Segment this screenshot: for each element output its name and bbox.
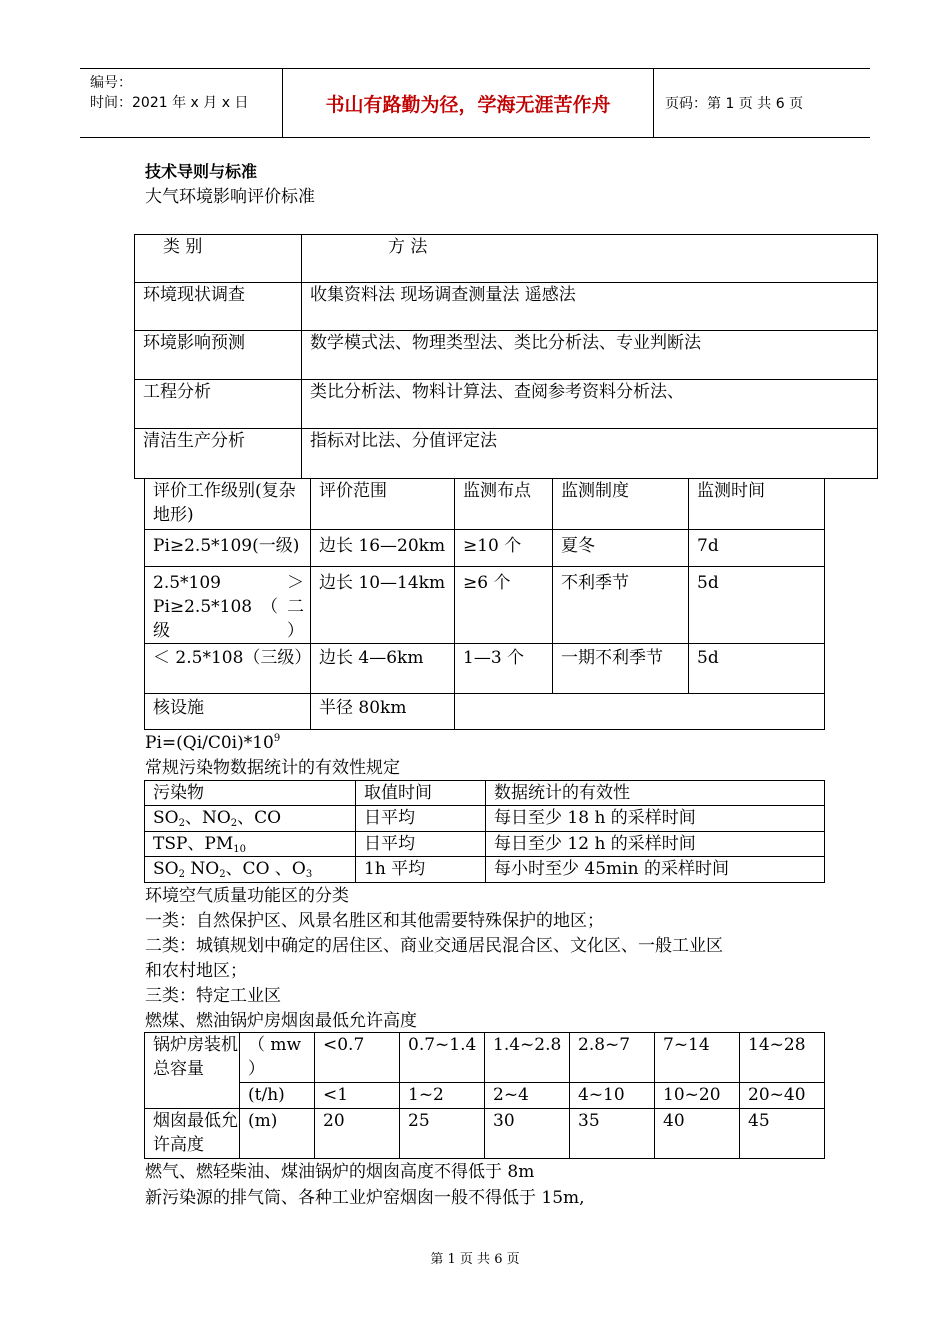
note-gas-boiler: 燃气、燃轻柴油、煤油锅炉的烟囱高度不得低于 8m	[145, 1162, 535, 1182]
table-row	[145, 1109, 825, 1159]
pollutant-cell	[145, 806, 356, 832]
table-row	[135, 235, 878, 283]
duration-cell: 5d	[689, 567, 825, 644]
unit-mw: （ mw ）	[240, 1033, 315, 1083]
formula	[145, 733, 280, 753]
schedule-cell: 一期不利季节	[553, 644, 689, 694]
time-cell: 日平均	[356, 806, 486, 832]
table-row	[145, 694, 825, 730]
duration-cell: 7d	[689, 530, 825, 567]
zone-class-1: 一类：自然保护区、风景名胜区和其他需要特殊保护的地区；	[145, 911, 604, 931]
range-cell: 边长 4—6km	[311, 644, 455, 694]
grade-cell: ＜ 2.5*108（三级）	[145, 644, 311, 694]
th-cell: 20~40	[740, 1083, 825, 1109]
table-row	[145, 781, 825, 806]
height-label: 烟囱最低允许高度	[145, 1109, 240, 1159]
duration-cell: 5d	[689, 644, 825, 694]
subscript: 3	[305, 869, 313, 880]
header-cell: 数据统计的有效性	[486, 781, 825, 806]
pollutant-cell	[145, 857, 356, 883]
header-meta	[80, 69, 283, 137]
pollutant-text: NO	[184, 859, 220, 879]
zone-class-3: 三类：特定工业区	[145, 986, 281, 1006]
table-row	[145, 567, 825, 644]
mw-cell: <0.7	[315, 1033, 400, 1083]
height-cell: 35	[570, 1109, 655, 1159]
points-cell: ≥10 个	[455, 530, 553, 567]
mw-cell: 2.8~7	[570, 1033, 655, 1083]
schedule-cell: 夏冬	[553, 530, 689, 567]
time-label: 时间：2021 年 x 月 x 日	[90, 95, 249, 111]
category-cell: 工程分析	[135, 380, 302, 429]
section-title: 技术导则与标准	[145, 162, 258, 181]
table-row	[145, 644, 825, 694]
table-row	[145, 1033, 825, 1083]
validity-cell: 每小时至少 45min 的采样时间	[486, 857, 825, 883]
category-cell: 清洁生产分析	[135, 429, 302, 479]
chimney-table	[144, 1032, 825, 1159]
method-cell: 收集资料法 现场调查测量法 遥感法	[302, 283, 878, 331]
pollutant-text: 、CO 、O	[225, 859, 306, 879]
mw-cell: 1.4~2.8	[485, 1033, 570, 1083]
formula-base: Pi=(Qi/C0i)*10	[145, 733, 274, 753]
page-indicator: 页码：第 1 页 共 6 页	[665, 96, 804, 112]
height-cell: 30	[485, 1109, 570, 1159]
table-row	[135, 283, 878, 331]
mw-cell: 7~14	[655, 1033, 740, 1083]
empty-cell	[455, 694, 825, 730]
table-row	[135, 331, 878, 380]
th-cell: 4~10	[570, 1083, 655, 1109]
zone-class-2-cont: 和农村地区；	[145, 961, 247, 981]
subscript: 2	[219, 869, 226, 880]
table-row	[145, 479, 825, 530]
table-row	[145, 806, 825, 832]
header-cell: 污染物	[145, 781, 356, 806]
th-cell: 10~20	[655, 1083, 740, 1109]
validity-table	[144, 780, 825, 883]
validity-cell: 每日至少 18 h 的采样时间	[486, 806, 825, 832]
chimney-title: 燃煤、燃油锅炉房烟囱最低允许高度	[145, 1011, 417, 1031]
points-cell: ≥6 个	[455, 567, 553, 644]
capacity-label: 锅炉房装机总容量	[145, 1033, 240, 1109]
header-cell: 监测时间	[689, 479, 825, 530]
zone-class-2: 二类：城镇规划中确定的居住区、商业交通居民混合区、文化区、一般工业区	[145, 936, 723, 956]
number-label: 编号：	[90, 75, 132, 91]
header-cell: 取值时间	[356, 781, 486, 806]
table-row	[145, 530, 825, 567]
subtitle: 大气环境影响评价标准	[145, 187, 315, 207]
methods-table	[134, 234, 878, 479]
motto: 书山有路勤为径，学海无涯苦作舟	[283, 69, 654, 137]
height-cell: 20	[315, 1109, 400, 1159]
pollutant-cell	[145, 832, 356, 857]
method-cell: 指标对比法、分值评定法	[302, 429, 878, 479]
th-cell: <1	[315, 1083, 400, 1109]
zones-title: 环境空气质量功能区的分类	[145, 886, 349, 906]
points-cell: 1—3 个	[455, 644, 553, 694]
height-cell: 45	[740, 1109, 825, 1159]
formula-exponent: 9	[273, 733, 281, 744]
th-cell: 1~2	[400, 1083, 485, 1109]
category-cell: 环境现状调查	[135, 283, 302, 331]
grade-cell: 2.5*109 ＞Pi≥2.5*108（二级）	[145, 567, 311, 644]
range-cell: 边长 10—14km	[311, 567, 455, 644]
pollutant-text: 、NO	[184, 808, 231, 828]
table-row	[145, 857, 825, 883]
category-cell: 环境影响预测	[135, 331, 302, 380]
method-cell: 类比分析法、物料计算法、查阅参考资料分析法、	[302, 380, 878, 429]
th-cell: 2~4	[485, 1083, 570, 1109]
pollutant-text: SO	[153, 859, 179, 879]
validity-title: 常规污染物数据统计的有效性规定	[145, 758, 400, 778]
validity-cell: 每日至少 12 h 的采样时间	[486, 832, 825, 857]
table-row	[145, 1083, 825, 1109]
subscript: 10	[233, 844, 247, 855]
header-cell: 监测布点	[455, 479, 553, 530]
range-cell: 边长 16—20km	[311, 530, 455, 567]
subscript: 2	[178, 869, 185, 880]
method-cell: 数学模式法、物理类型法、类比分析法、专业判断法	[302, 331, 878, 380]
header-cell: 监测制度	[553, 479, 689, 530]
header-cell: 评价工作级别(复杂地形)	[145, 479, 311, 530]
unit-th: (t/h)	[240, 1083, 315, 1109]
schedule-cell: 不利季节	[553, 567, 689, 644]
grade-cell: Pi≥2.5*109(一级)	[145, 530, 311, 567]
page-header	[80, 68, 870, 138]
grade-table	[144, 478, 825, 730]
time-cell: 日平均	[356, 832, 486, 857]
header-cell: 评价范围	[311, 479, 455, 530]
time-cell: 1h 平均	[356, 857, 486, 883]
subscript: 2	[178, 818, 185, 829]
subscript: 2	[230, 818, 238, 829]
pollutant-text: SO	[153, 808, 179, 828]
note-new-source: 新污染源的排气筒、各种工业炉窑烟囱一般不得低于 15m,	[145, 1188, 585, 1208]
mw-cell: 0.7~1.4	[400, 1033, 485, 1083]
height-cell: 25	[400, 1109, 485, 1159]
table-row	[145, 832, 825, 857]
grade-cell: 核设施	[145, 694, 311, 730]
table-row	[135, 380, 878, 429]
header-cell: 类 别	[135, 235, 302, 283]
table-row	[135, 429, 878, 479]
range-cell: 半径 80km	[311, 694, 455, 730]
unit-m: (m)	[240, 1109, 315, 1159]
pollutant-text: 、CO	[237, 808, 282, 828]
height-cell: 40	[655, 1109, 740, 1159]
mw-cell: 14~28	[740, 1033, 825, 1083]
page-footer: 第 1 页 共 6 页	[430, 1252, 520, 1267]
header-cell: 方 法	[302, 235, 878, 283]
pollutant-text: TSP、PM	[153, 834, 234, 854]
